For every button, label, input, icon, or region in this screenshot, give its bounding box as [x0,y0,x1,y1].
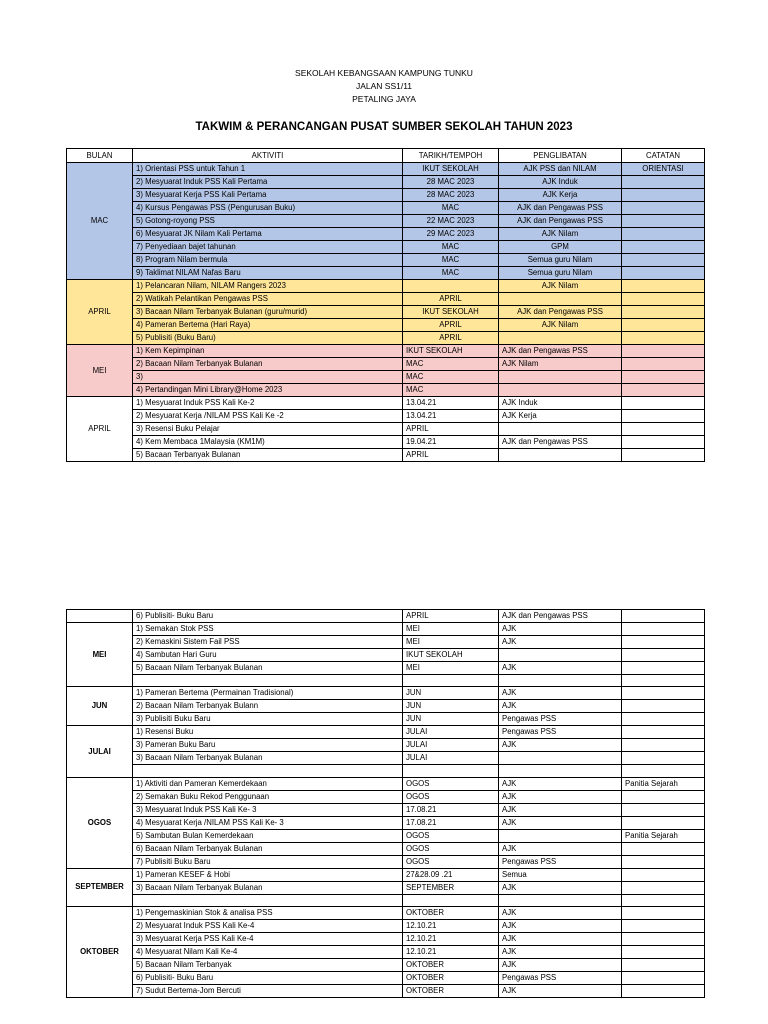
cell-catatan [622,959,705,972]
cell-aktiviti [133,765,403,777]
cell-tarikh: APRIL [403,332,499,345]
cell-catatan [622,449,705,462]
cell-tarikh: MAC [403,254,499,267]
document-title: TAKWIM & PERANCANGAN PUSAT SUMBER SEKOLAH TAHUN 2023 [195,121,573,133]
cell-tarikh: 12.10.21 [403,933,499,946]
cell-tarikh: OGOS [403,777,499,790]
table-row [67,267,705,280]
cell-aktiviti: 4) Sambutan Hari Guru [133,649,403,662]
cell-tarikh: OKTOBER [403,972,499,985]
cell-penglibatan: AJK Induk [499,397,622,410]
cell-bulan: MAC [67,163,133,280]
table-row [67,254,705,267]
cell-aktiviti: 6) Bacaan Nilam Terbanyak Bulanan [133,842,403,855]
cell-aktiviti: 1) Pengemaskinian Stok & analisa PSS [133,907,403,920]
cell-catatan [622,687,705,700]
cell-penglibatan [499,449,622,462]
cell-penglibatan: AJK [499,907,622,920]
cell-penglibatan [499,675,622,687]
cell-catatan [622,662,705,675]
cell-tarikh [403,280,499,293]
cell-aktiviti: 3) Bacaan Nilam Terbanyak Bulanan [133,881,403,894]
cell-catatan [622,700,705,713]
table-row [67,777,705,790]
cell-penglibatan [499,384,622,397]
cell-tarikh: MAC [403,358,499,371]
table-row [67,868,705,881]
table-row [67,358,705,371]
cell-catatan [622,855,705,868]
table-row [67,765,705,777]
cell-catatan [622,907,705,920]
cell-aktiviti: 3) Resensi Buku Pelajar [133,423,403,436]
cell-penglibatan: AJK [499,790,622,803]
cell-tarikh: 29 MAC 2023 [403,228,499,241]
cell-penglibatan: AJK [499,623,622,636]
cell-penglibatan: AJK [499,662,622,675]
table-row [67,920,705,933]
cell-bulan: MEI [67,623,133,687]
col-header-penglibatan: PENGLIBATAN [499,149,622,163]
cell-penglibatan [499,765,622,777]
cell-penglibatan: Pengawas PSS [499,855,622,868]
cell-catatan [622,933,705,946]
cell-aktiviti: 1) Pameran KESEF & Hobi [133,868,403,881]
col-header-aktiviti: AKTIVITI [133,149,403,163]
cell-aktiviti: 1) Mesyuarat Induk PSS Kali Ke-2 [133,397,403,410]
cell-tarikh: 27&28.09 .21 [403,868,499,881]
cell-catatan [622,371,705,384]
cell-penglibatan: AJK dan Pengawas PSS [499,610,622,623]
cell-aktiviti: 1) Pelancaran Nilam, NILAM Rangers 2023 [133,280,403,293]
table-row [67,280,705,293]
cell-aktiviti: 4) Mesyuarat Kerja /NILAM PSS Kali Ke- 3 [133,816,403,829]
cell-penglibatan: AJK [499,700,622,713]
cell-penglibatan: AJK [499,777,622,790]
table-row [67,803,705,816]
cell-catatan [622,790,705,803]
cell-tarikh: OGOS [403,842,499,855]
cell-penglibatan: AJK PSS dan NILAM [499,163,622,176]
col-header-catatan: CATATAN [622,149,705,163]
cell-aktiviti: 7) Sudut Bertema-Jom Bercuti [133,985,403,998]
cell-penglibatan [499,293,622,306]
cell-penglibatan: AJK Nilam [499,319,622,332]
cell-aktiviti: 3) Pameran Buku Baru [133,739,403,752]
cell-bulan: OGOS [67,777,133,868]
school-name: SEKOLAH KEBANGSAAN KAMPUNG TUNKU [295,68,473,78]
cell-catatan [622,189,705,202]
cell-catatan [622,649,705,662]
cell-penglibatan: AJK dan Pengawas PSS [499,345,622,358]
cell-tarikh: MAC [403,241,499,254]
cell-aktiviti: 4) Pameran Bertema (Hari Raya) [133,319,403,332]
table-row [67,293,705,306]
cell-tarikh: 17.08.21 [403,816,499,829]
cell-aktiviti: 1) Pameran Bertema (Permainan Tradisional) [133,687,403,700]
cell-aktiviti: 5) Sambutan Bulan Kemerdekaan [133,829,403,842]
table-row [67,816,705,829]
cell-tarikh: 19.04.21 [403,436,499,449]
cell-tarikh [403,894,499,906]
cell-penglibatan [499,752,622,765]
cell-catatan [622,920,705,933]
table-row [67,384,705,397]
cell-tarikh: OGOS [403,829,499,842]
cell-aktiviti: 6) Mesyuarat JK Nilam Kali Pertama [133,228,403,241]
table-row [67,972,705,985]
cell-tarikh: MEI [403,662,499,675]
table-row [67,649,705,662]
cell-catatan [622,623,705,636]
table-row [67,202,705,215]
col-header-bulan: BULAN [67,149,133,163]
cell-penglibatan: AJK [499,933,622,946]
cell-tarikh: APRIL [403,293,499,306]
cell-catatan [622,636,705,649]
cell-aktiviti: 8) Program Nilam bermula [133,254,403,267]
cell-tarikh: 13.04.21 [403,410,499,423]
cell-tarikh: 28 MAC 2023 [403,189,499,202]
table-row [67,881,705,894]
cell-penglibatan: AJK Kerja [499,189,622,202]
cell-aktiviti: 6) Publisiti- Buku Baru [133,972,403,985]
cell-tarikh: OKTOBER [403,985,499,998]
table-row [67,675,705,687]
table-row [67,306,705,319]
table-row [67,739,705,752]
table-row [67,985,705,998]
cell-catatan [622,332,705,345]
cell-catatan [622,765,705,777]
table-row [67,623,705,636]
table-row [67,790,705,803]
cell-tarikh: APRIL [403,610,499,623]
table-row [67,662,705,675]
table-row [67,189,705,202]
cell-aktiviti: 9) Taklimat NILAM Nafas Baru [133,267,403,280]
cell-penglibatan: AJK [499,881,622,894]
cell-aktiviti [133,675,403,687]
cell-bulan: SEPTEMBER [67,868,133,906]
cell-aktiviti: 3) Mesyuarat Kerja PSS Kali Ke-4 [133,933,403,946]
cell-aktiviti: 2) Mesyuarat Induk PSS Kali Ke-4 [133,920,403,933]
table-row [67,700,705,713]
cell-catatan [622,215,705,228]
cell-catatan [622,423,705,436]
cell-penglibatan [499,894,622,906]
table-row [67,855,705,868]
cell-aktiviti: 7) Penyediaan bajet tahunan [133,241,403,254]
school-address: JALAN SS1/11 [355,81,413,91]
cell-aktiviti: 3) Mesyuarat Kerja PSS Kali Pertama [133,189,403,202]
cell-catatan [622,894,705,906]
cell-penglibatan: AJK Nilam [499,358,622,371]
cell-aktiviti: 6) Publisiti- Buku Baru [133,610,403,623]
cell-tarikh: OGOS [403,790,499,803]
cell-tarikh: 12.10.21 [403,920,499,933]
cell-aktiviti: 4) Kursus Pengawas PSS (Pengurusan Buku) [133,202,403,215]
table-row [67,726,705,739]
cell-catatan [622,816,705,829]
cell-aktiviti: 3) Bacaan Nilam Terbanyak Bulanan (guru/murid) [133,306,403,319]
cell-tarikh: APRIL [403,449,499,462]
cell-aktiviti: 2) Bacaan Nilam Terbanyak Bulann [133,700,403,713]
cell-penglibatan: AJK [499,985,622,998]
cell-tarikh: JUN [403,700,499,713]
cell-penglibatan: AJK [499,636,622,649]
cell-catatan [622,726,705,739]
cell-catatan [622,202,705,215]
cell-tarikh: IKUT SEKOLAH [403,306,499,319]
cell-penglibatan: AJK dan Pengawas PSS [499,202,622,215]
cell-aktiviti: 3) Publisiti Buku Baru [133,713,403,726]
table-row [67,410,705,423]
cell-catatan [622,254,705,267]
cell-aktiviti: 3) [133,371,403,384]
cell-aktiviti: 2) Kemaskini Sistem Fail PSS [133,636,403,649]
cell-catatan [622,267,705,280]
cell-penglibatan: AJK [499,920,622,933]
cell-catatan [622,280,705,293]
table-row [67,829,705,842]
cell-penglibatan: AJK dan Pengawas PSS [499,215,622,228]
cell-penglibatan [499,332,622,345]
cell-aktiviti: 1) Aktiviti dan Pameran Kemerdekaan [133,777,403,790]
cell-tarikh: MAC [403,202,499,215]
cell-aktiviti: 2) Mesyuarat Induk PSS Kali Pertama [133,176,403,189]
cell-aktiviti: 3) Mesyuarat Induk PSS Kali Ke- 3 [133,803,403,816]
cell-aktiviti: 2) Semakan Buku Rekod Penggunaan [133,790,403,803]
cell-tarikh: SEPTEMBER [403,881,499,894]
cell-tarikh: OGOS [403,855,499,868]
cell-penglibatan: Semua [499,868,622,881]
cell-aktiviti: 1) Orientasi PSS untuk Tahun 1 [133,163,403,176]
cell-penglibatan: AJK dan Pengawas PSS [499,306,622,319]
cell-aktiviti: 5) Publisiti (Buku Baru) [133,332,403,345]
table-row [67,687,705,700]
table-row [67,228,705,241]
cell-aktiviti: 5) Bacaan Terbanyak Bulanan [133,449,403,462]
cell-catatan [622,345,705,358]
cell-tarikh: IKUT SEKOLAH [403,649,499,662]
cell-catatan [622,881,705,894]
cell-aktiviti: 2) Bacaan Nilam Terbanyak Bulanan [133,358,403,371]
cell-aktiviti: 3) Bacaan Nilam Terbanyak Bulanan [133,752,403,765]
cell-aktiviti: 2) Watikah Pelantikan Pengawas PSS [133,293,403,306]
table-row [67,371,705,384]
cell-penglibatan: AJK Nilam [499,280,622,293]
school-city: PETALING JAYA [352,94,416,104]
cell-tarikh: 28 MAC 2023 [403,176,499,189]
cell-bulan: APRIL [67,280,133,345]
table-row [67,436,705,449]
cell-catatan [622,985,705,998]
cell-aktiviti: 5) Bacaan Nilam Terbanyak [133,959,403,972]
cell-penglibatan: AJK [499,739,622,752]
table-row [67,449,705,462]
cell-tarikh [403,675,499,687]
cell-tarikh: 13.04.21 [403,397,499,410]
cell-tarikh: APRIL [403,423,499,436]
cell-catatan [622,436,705,449]
cell-catatan [622,176,705,189]
cell-penglibatan: AJK [499,842,622,855]
cell-catatan: Panitia Sejarah [622,777,705,790]
cell-penglibatan [499,423,622,436]
cell-bulan [67,610,133,623]
table-row [67,610,705,623]
table-row [67,332,705,345]
cell-penglibatan: Semua guru Nilam [499,267,622,280]
table-row [67,907,705,920]
cell-penglibatan: Semua guru Nilam [499,254,622,267]
cell-catatan [622,675,705,687]
table-row [67,241,705,254]
cell-aktiviti: 1) Semakan Stok PSS [133,623,403,636]
cell-bulan: MEI [67,345,133,397]
cell-aktiviti: 5) Gotong-royong PSS [133,215,403,228]
cell-catatan [622,610,705,623]
cell-bulan: JULAI [67,726,133,777]
cell-tarikh: IKUT SEKOLAH [403,345,499,358]
table-row [67,946,705,959]
cell-aktiviti: 4) Pertandingan Mini Library@Home 2023 [133,384,403,397]
cell-tarikh: JULAI [403,752,499,765]
cell-penglibatan: Pengawas PSS [499,713,622,726]
cell-aktiviti: 1) Resensi Buku [133,726,403,739]
cell-catatan [622,713,705,726]
cell-catatan [622,384,705,397]
col-header-tarikh: TARIKH/TEMPOH [403,149,499,163]
cell-tarikh: JUN [403,687,499,700]
cell-tarikh: 17.08.21 [403,803,499,816]
cell-tarikh: OKTOBER [403,959,499,972]
cell-catatan [622,842,705,855]
cell-catatan: Panitia Sejarah [622,829,705,842]
cell-aktiviti [133,894,403,906]
cell-penglibatan: AJK Kerja [499,410,622,423]
cell-catatan [622,410,705,423]
table-row [67,176,705,189]
schedule-table-1 [66,148,705,462]
cell-tarikh: OKTOBER [403,907,499,920]
cell-aktiviti: 5) Bacaan Nilam Terbanyak Bulanan [133,662,403,675]
cell-aktiviti: 7) Publisiti Buku Baru [133,855,403,868]
cell-tarikh: JUN [403,713,499,726]
cell-penglibatan: AJK [499,687,622,700]
table-row [67,842,705,855]
cell-tarikh: MEI [403,636,499,649]
cell-aktiviti: 1) Kem Kepimpinan [133,345,403,358]
cell-catatan [622,306,705,319]
table-row [67,894,705,906]
cell-penglibatan: Pengawas PSS [499,972,622,985]
cell-catatan [622,868,705,881]
cell-penglibatan: GPM [499,241,622,254]
table-row [67,713,705,726]
cell-tarikh: 12.10.21 [403,946,499,959]
cell-aktiviti: 2) Mesyuarat Kerja /NILAM PSS Kali Ke -2 [133,410,403,423]
table-row [67,397,705,410]
cell-tarikh: MAC [403,267,499,280]
table-row [67,215,705,228]
cell-catatan [622,293,705,306]
cell-aktiviti: 4) Kem Membaca 1Malaysia (KM1M) [133,436,403,449]
cell-catatan [622,739,705,752]
cell-tarikh: JULAI [403,739,499,752]
cell-tarikh: 22 MAC 2023 [403,215,499,228]
cell-penglibatan: AJK [499,816,622,829]
cell-tarikh: JULAI [403,726,499,739]
cell-penglibatan: AJK Induk [499,176,622,189]
cell-catatan [622,241,705,254]
table-row [67,319,705,332]
cell-penglibatan: AJK [499,959,622,972]
cell-aktiviti: 4) Mesyuarat Nilam Kali Ke-4 [133,946,403,959]
table-row [67,423,705,436]
cell-catatan [622,319,705,332]
cell-bulan: OKTOBER [67,907,133,998]
cell-bulan: APRIL [67,397,133,462]
cell-catatan [622,803,705,816]
cell-tarikh: APRIL [403,319,499,332]
cell-catatan [622,752,705,765]
cell-catatan: ORIENTASI [622,163,705,176]
cell-tarikh: IKUT SEKOLAH [403,163,499,176]
cell-penglibatan [499,649,622,662]
cell-tarikh: MAC [403,384,499,397]
cell-catatan [622,397,705,410]
cell-tarikh: MAC [403,371,499,384]
cell-catatan [622,358,705,371]
table-row [67,959,705,972]
table-row [67,752,705,765]
table-row [67,163,705,176]
cell-penglibatan: AJK [499,803,622,816]
table-header-row [67,149,705,163]
table-row [67,933,705,946]
cell-penglibatan: Pengawas PSS [499,726,622,739]
cell-catatan [622,228,705,241]
cell-penglibatan [499,371,622,384]
table-row [67,345,705,358]
cell-catatan [622,972,705,985]
cell-penglibatan: AJK dan Pengawas PSS [499,436,622,449]
cell-penglibatan: AJK Nilam [499,228,622,241]
table-row [67,636,705,649]
cell-penglibatan: AJK [499,946,622,959]
cell-tarikh [403,765,499,777]
cell-bulan: JUN [67,687,133,726]
cell-tarikh: MEI [403,623,499,636]
schedule-table-2 [66,609,705,998]
cell-penglibatan [499,829,622,842]
cell-catatan [622,946,705,959]
